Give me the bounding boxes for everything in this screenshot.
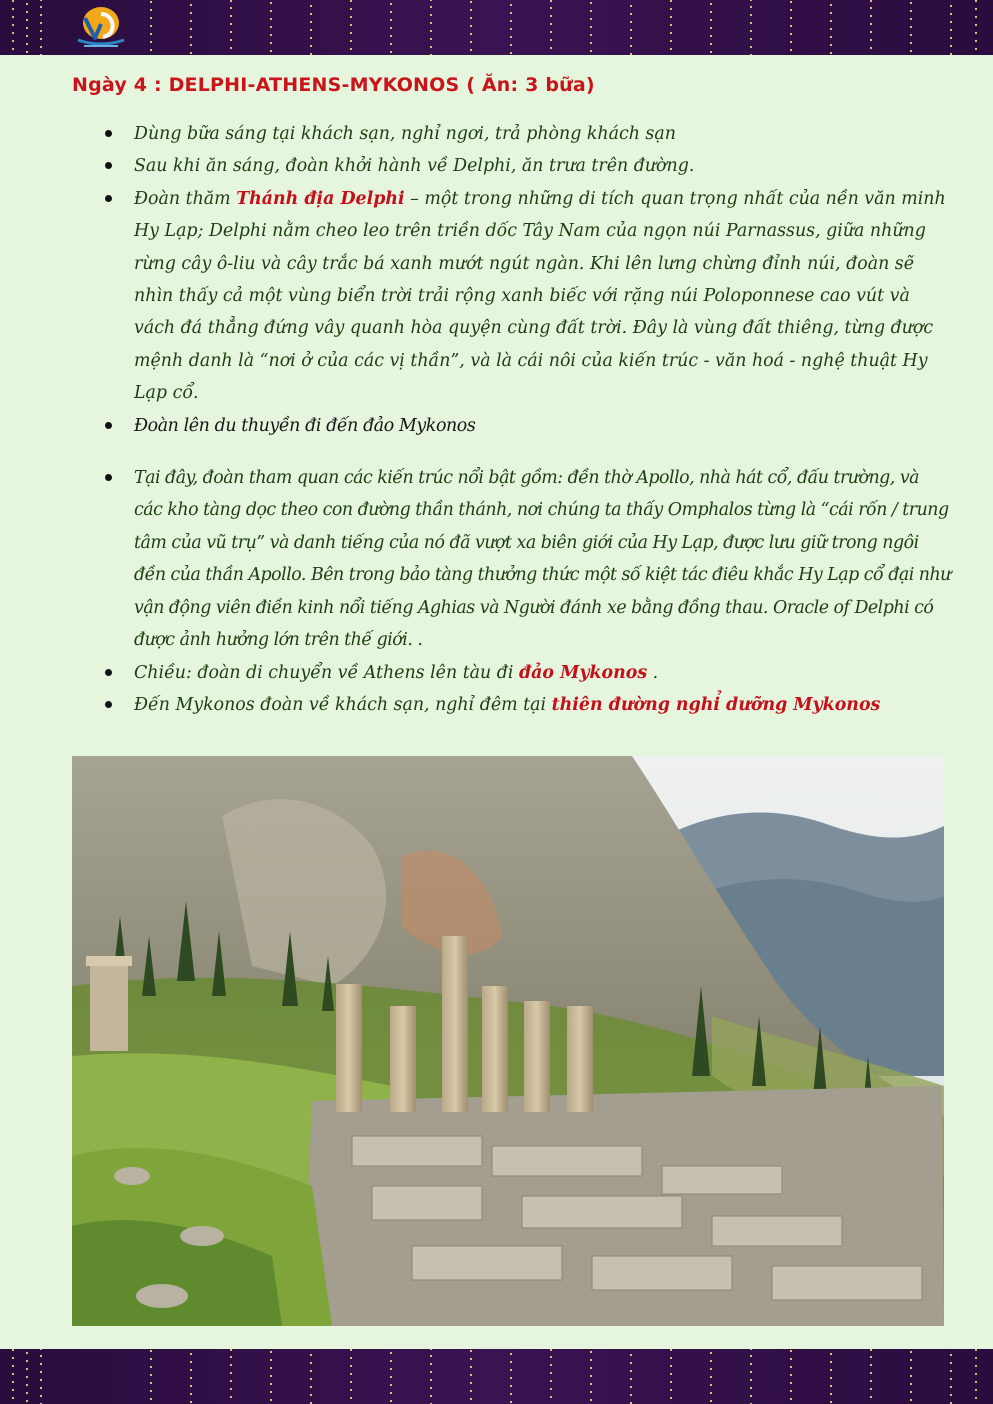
- item-text: Đoàn lên du thuyền đi đến đảo Mykonos: [134, 415, 476, 436]
- light-strand: [975, 0, 977, 55]
- list-item: [104, 118, 952, 150]
- vd-travel-logo-icon: [74, 4, 128, 50]
- light-strand: [26, 0, 28, 55]
- light-strand: [510, 0, 512, 55]
- light-strand: [26, 1349, 28, 1404]
- string-lights: [0, 0, 993, 55]
- item-text: Dùng bữa sáng tại khách sạn, nghỉ ngơi, trả phòng khách sạn: [134, 124, 676, 144]
- light-strand: [590, 0, 592, 55]
- list-item: [104, 150, 952, 182]
- light-strand: [12, 0, 14, 55]
- day-title: Ngày 4 : DELPHI-ATHENS-MYKONOS ( Ăn: 3 bữa): [72, 74, 595, 96]
- item-text: Sau khi ăn sáng, đoàn khởi hành về Delphi, ăn trưa trên đường.: [134, 156, 695, 177]
- highlight-delphi-sanctuary: Thánh địa Delphi: [236, 188, 405, 209]
- light-strand: [470, 0, 472, 55]
- list-item: [104, 462, 952, 656]
- delphi-ruins-illustration: [72, 756, 944, 1326]
- light-strand: [510, 1349, 512, 1404]
- temple-of-apollo-delphi-photo: [72, 756, 944, 1326]
- light-strand: [790, 0, 792, 55]
- light-strand: [270, 1349, 272, 1404]
- light-strand: [310, 1349, 312, 1404]
- light-strand: [790, 1349, 792, 1404]
- light-strand: [390, 0, 392, 55]
- light-strand: [310, 0, 312, 55]
- light-strand: [870, 0, 872, 55]
- item-text-prefix: Đến Mykonos đoàn về khách sạn, nghỉ đêm tại: [134, 694, 552, 715]
- light-strand: [150, 1349, 152, 1404]
- item-text-prefix: Chiều: đoàn di chuyển về Athens lên tàu đi: [134, 662, 519, 683]
- light-strand: [630, 1349, 632, 1404]
- highlight-mykonos-island: đảo Mykonos: [519, 662, 648, 683]
- light-strand: [12, 1349, 14, 1404]
- list-item: [104, 689, 952, 721]
- light-strand: [350, 0, 352, 55]
- bullet-icon: [105, 422, 112, 429]
- light-strand: [430, 0, 432, 55]
- light-strand: [710, 0, 712, 55]
- light-strand: [550, 1349, 552, 1404]
- light-strand: [670, 0, 672, 55]
- list-item: [104, 410, 952, 442]
- light-strand: [750, 0, 752, 55]
- light-strand: [190, 1349, 192, 1404]
- light-strand: [910, 1349, 912, 1404]
- list-item: [104, 183, 952, 410]
- light-strand: [150, 0, 152, 55]
- light-strand: [830, 0, 832, 55]
- light-strand: [390, 1349, 392, 1404]
- highlight-mykonos-resort: thiên đường nghỉ dưỡng Mykonos: [551, 694, 881, 715]
- item-text-suffix: – một trong những di tích quan trọng nhất của nền văn minh Hy Lạp; Delphi nằm cheo leo trên triền dốc Tây Nam của ngọn núi Parnassus, giữa những rừng cây ô-liu và cây trắc bá xanh mướt ngút ngàn. Khi lên lưng chừng đỉnh núi, đoàn sẽ nhìn thấy cả một vùng biển trời trải rộng xanh biếc với rặng núi Poloponnese cao vút và vách đá thẳng đứng vây quanh hòa quyện cùng đất trời. Đây là vùng đất thiêng, từng được mệnh danh là “nơi ở của các vị thần”, và là cái nôi của kiến trúc - văn hoá - nghệ thuật Hy Lạp cổ.: [134, 188, 946, 404]
- light-strand: [830, 1349, 832, 1404]
- bullet-icon: [105, 701, 112, 708]
- bottom-decorative-band: [0, 1349, 993, 1404]
- light-strand: [910, 0, 912, 55]
- bullet-icon: [105, 474, 112, 481]
- brand-logo: [74, 4, 128, 50]
- light-strand: [590, 1349, 592, 1404]
- light-strand: [630, 0, 632, 55]
- string-lights: [0, 1349, 993, 1404]
- light-strand: [750, 1349, 752, 1404]
- list-item: [104, 657, 952, 689]
- bullet-icon: [105, 195, 112, 202]
- light-strand: [710, 1349, 712, 1404]
- light-strand: [270, 0, 272, 55]
- top-decorative-band: [0, 0, 993, 55]
- light-strand: [950, 1349, 952, 1404]
- light-strand: [975, 1349, 977, 1404]
- light-strand: [230, 0, 232, 55]
- light-strand: [550, 0, 552, 55]
- itinerary-list: [104, 118, 952, 721]
- bullet-icon: [105, 130, 112, 137]
- item-text-suffix: .: [647, 662, 659, 683]
- light-strand: [870, 1349, 872, 1404]
- light-strand: [430, 1349, 432, 1404]
- bullet-icon: [105, 669, 112, 676]
- light-strand: [350, 1349, 352, 1404]
- light-strand: [670, 1349, 672, 1404]
- light-strand: [470, 1349, 472, 1404]
- light-strand: [40, 1349, 42, 1404]
- light-strand: [190, 0, 192, 55]
- item-text: Tại đây, đoàn tham quan các kiến trúc nổi bật gồm: đền thờ Apollo, nhà hát cổ, đấu trường, và các kho tàng dọc theo con đường thần thánh, nơi chúng ta thấy Omphalos từng là “cái rốn / trung tâm của vũ trụ” và danh tiếng của nó đã vượt xa biên giới của Hy Lạp, được lưu giữ trong ngôi đền của thần Apollo. Bên trong bảo tàng thưởng thức một số kiệt tác điêu khắc Hy Lạp cổ đại như vận động viên điền kinh nổi tiếng Aghias và Người đánh xe bằng đồng thau. Oracle of Delphi có được ảnh hưởng lớn trên thế giới. .: [134, 468, 951, 651]
- light-strand: [40, 0, 42, 55]
- light-strand: [950, 0, 952, 55]
- light-strand: [230, 1349, 232, 1404]
- bullet-icon: [105, 162, 112, 169]
- item-text-prefix: Đoàn thăm: [134, 188, 237, 209]
